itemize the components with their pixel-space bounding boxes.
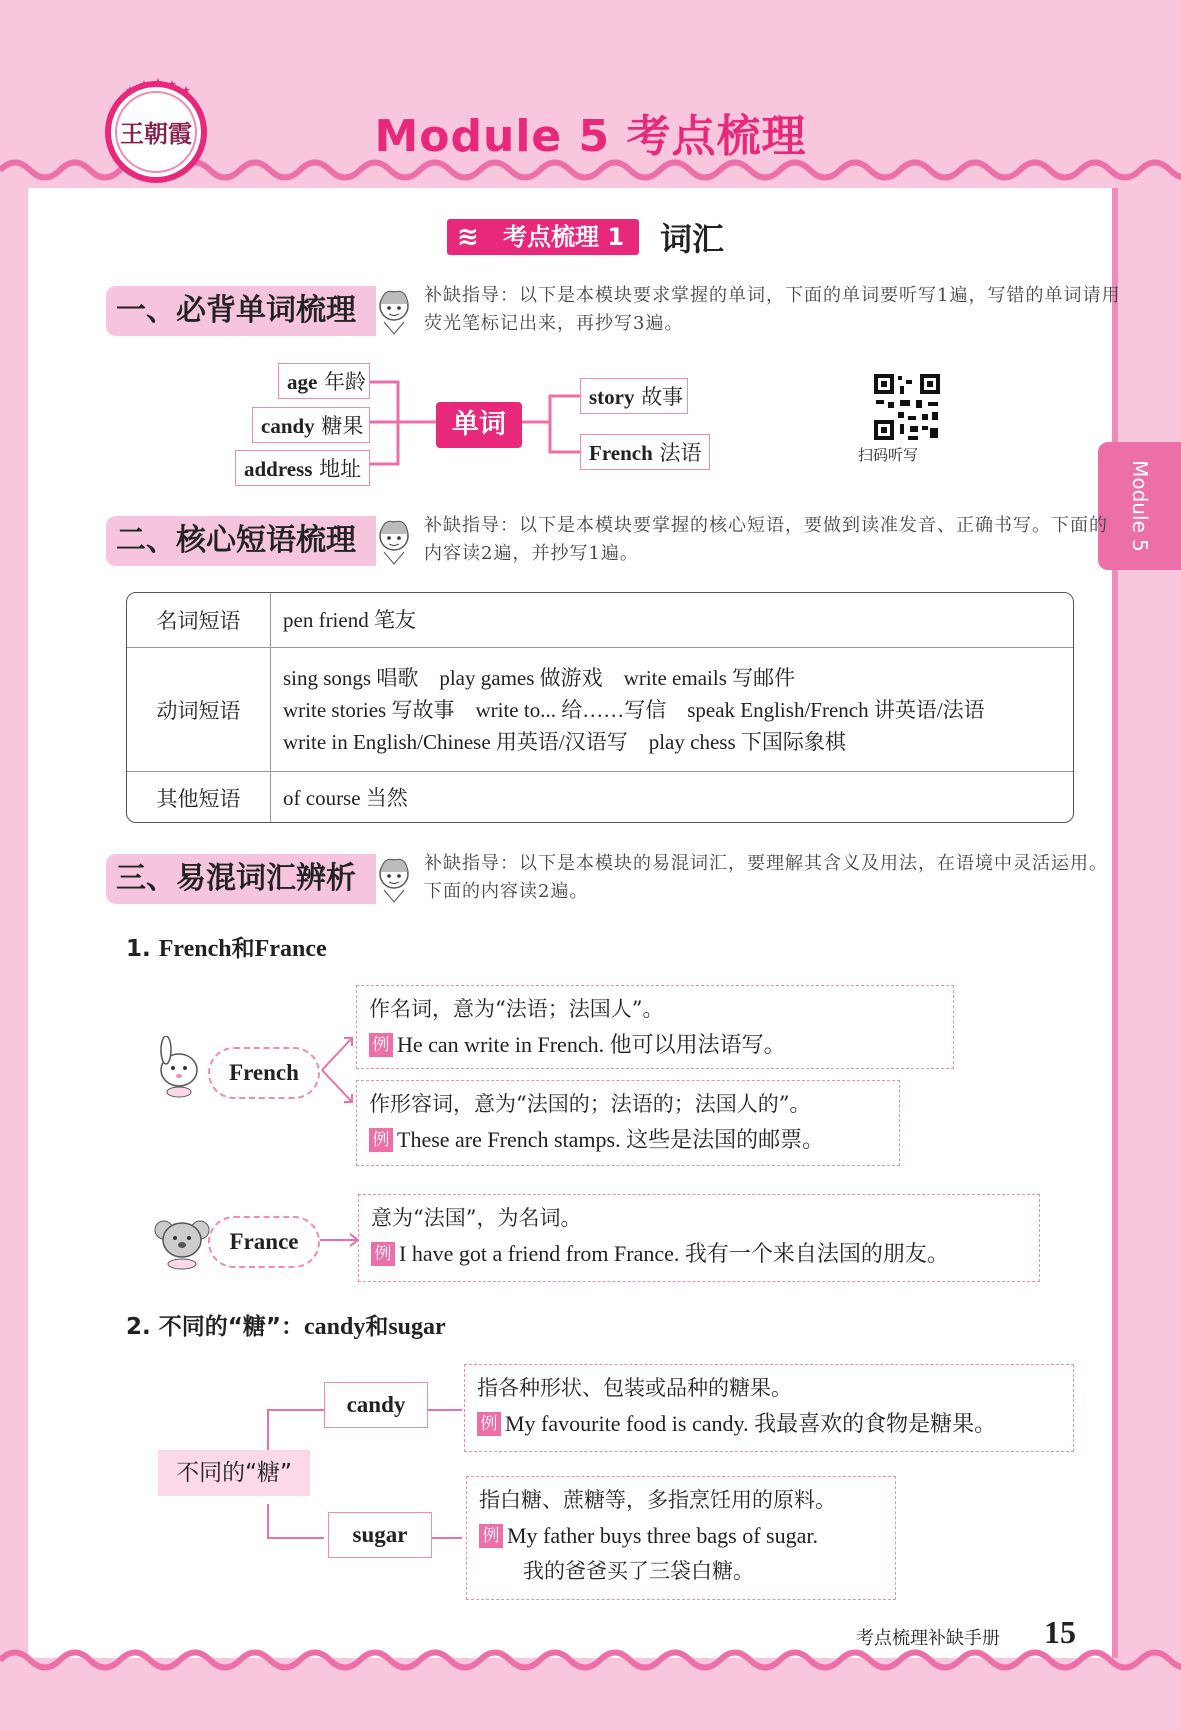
meaning-box (356, 1080, 900, 1166)
meaning-box (464, 1364, 1074, 1452)
section-heading-1: 一、必背单词梳理 (106, 286, 376, 336)
meaning-box (356, 985, 954, 1069)
qr-code-icon[interactable] (872, 372, 942, 442)
module-side-tab-label: Module 5 (1127, 460, 1152, 552)
svg-text:王朝霞: 王朝霞 (120, 119, 192, 148)
girl-mascot-icon (374, 516, 414, 566)
meaning-def: 指白糖、蔗糖等，多指烹饪用的原料。 (479, 1488, 836, 1512)
vocab-item: French 法语 (580, 434, 710, 470)
tree-node-candy: candy (324, 1382, 428, 1428)
example-icon: 例 (369, 1033, 393, 1057)
footer-label: 考点梳理补缺手册 (856, 1628, 1000, 1649)
meaning-example: These are French stamps. 这些是法国的邮票。 (397, 1127, 825, 1152)
phrase-line: write stories 写故事 write to... 给……写信 speak English/French 讲英语/法语 (283, 698, 985, 722)
section-title: 词汇 (660, 220, 725, 258)
table-row (127, 593, 1073, 648)
page-title: Module 5 考点梳理 (374, 111, 807, 162)
vocab-item: story 故事 (580, 378, 688, 414)
rabbit-mascot-icon (154, 1036, 204, 1098)
meaning-def: 意为“法国”，为名词。 (371, 1206, 582, 1230)
page-number: 15 (1044, 1614, 1076, 1650)
phrase-category: 其他短语 (127, 772, 271, 823)
arrow-right-icon (318, 1230, 362, 1250)
section-badge-label: 考点梳理 1 (503, 223, 625, 251)
qr-code-label: 扫码听写 (858, 446, 919, 464)
phrase-line: write in English/Chinese 用英语/汉语写 play chess 下国际象棋 (283, 730, 846, 754)
meaning-def: 指各种形状、包装或品种的糖果。 (477, 1376, 792, 1400)
tree-node-sugar: sugar (328, 1512, 432, 1558)
meaning-box (466, 1476, 896, 1600)
vocab-item: candy 糖果 (252, 407, 370, 443)
phrase-line: sing songs 唱歌 play games 做游戏 write emails 写邮件 (283, 666, 796, 690)
example-icon: 例 (371, 1242, 395, 1266)
confusable-heading-1: 1. French和France (126, 936, 327, 962)
vocab-item: age 年龄 (278, 363, 370, 399)
girl-mascot-icon (374, 854, 414, 904)
tree-root-label: 不同的“糖” (158, 1450, 310, 1496)
meaning-def: 作形容词，意为“法国的；法语的；法国人的”。 (369, 1092, 811, 1116)
section-tip-1: 补缺指导：以下是本模块要求掌握的单词，下面的单词要听写1遍，写错的单词请用荧光笔标记出来，再抄写3遍。 (424, 285, 1121, 334)
meaning-example: I have got a friend from France. 我有一个来自法国的朋友。 (399, 1241, 949, 1266)
branch-arrows (318, 1030, 358, 1110)
phrase-line: of course 当然 (283, 786, 408, 810)
section-heading-3: 三、易混词汇辨析 (106, 854, 376, 904)
phrase-line: pen friend 笔友 (283, 608, 416, 632)
table-row (127, 648, 1073, 772)
confusable-heading-2: 2. 不同的“糖”：candy和sugar (126, 1314, 446, 1340)
girl-mascot-icon (374, 286, 414, 336)
section-tip-2: 补缺指导：以下是本模块要掌握的核心短语，要做到读准发音、正确书写。下面的内容读2遍，并抄写1遍。 (424, 515, 1108, 564)
word-cloud-french: French (208, 1047, 320, 1099)
meaning-example: He can write in French. 他可以用法语写。 (397, 1032, 786, 1057)
wave-lines-icon: ≋ (457, 222, 479, 252)
section-heading-2: 二、核心短语梳理 (106, 516, 376, 566)
phrase-category: 名词短语 (127, 593, 271, 647)
word-cloud-france: France (208, 1216, 320, 1268)
table-row (127, 772, 1073, 823)
section-tip-3: 补缺指导：以下是本模块的易混词汇，要理解其含义及用法，在语境中灵活运用。下面的内容读2遍。 (424, 853, 1108, 902)
phrase-category: 动词短语 (127, 648, 271, 771)
meaning-def: 作名词，意为“法语；法国人”。 (369, 997, 664, 1021)
vocab-center-label: 单词 (436, 402, 522, 448)
meaning-example-translation: 我的爸爸买了三袋白糖。 (523, 1559, 754, 1583)
bottom-wave-border (0, 1640, 1181, 1680)
example-icon: 例 (479, 1524, 503, 1548)
meaning-example: My father buys three bags of sugar. (507, 1523, 818, 1548)
example-icon: 例 (369, 1128, 393, 1152)
example-icon: 例 (477, 1412, 501, 1436)
koala-mascot-icon (154, 1212, 210, 1270)
vocab-item: address 地址 (235, 450, 370, 486)
meaning-box (358, 1194, 1040, 1282)
phrases-table (126, 592, 1074, 823)
meaning-example: My favourite food is candy. 我最喜欢的食物是糖果。 (505, 1411, 997, 1436)
section-badge (447, 219, 639, 255)
